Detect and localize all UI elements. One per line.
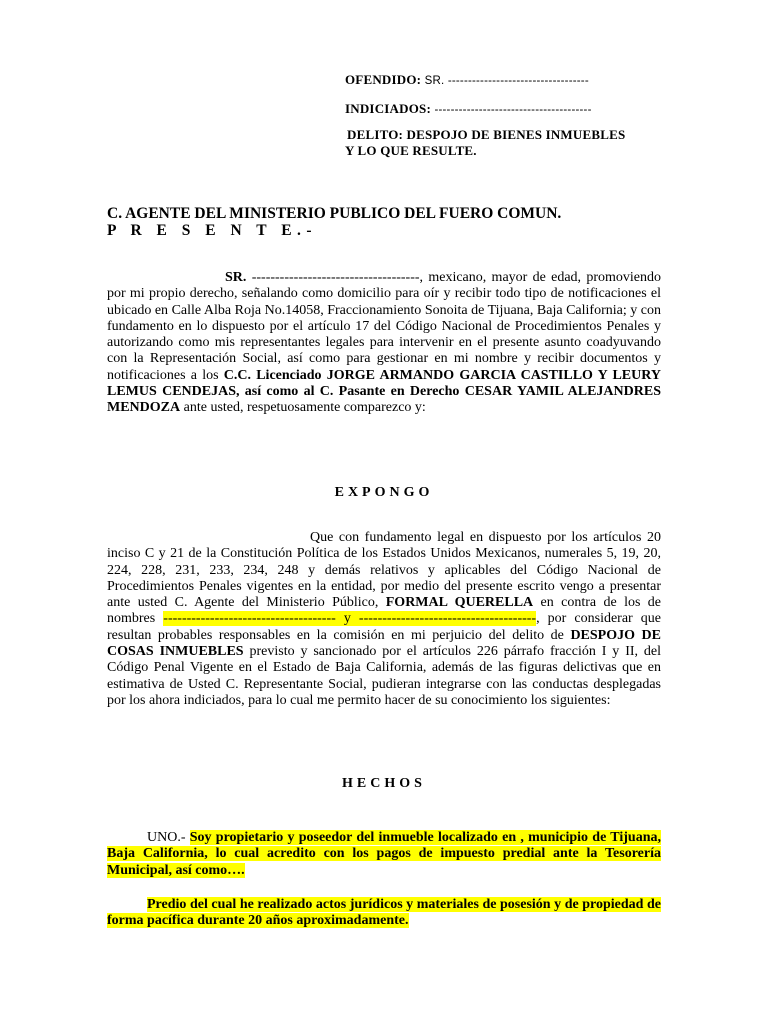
intro-text-1: , mexicano, mayor de edad, promoviendo por mi propio derecho, señalando como domicilio para oír y recibir todo tipo de notificaciones el ubicado en Calle Alba Roja No.14058, Fraccionamiento Sonoita de Tijuana, Baja California; y con fundamento en lo dispuesto por el artículo 17 del Código Nacional de Procedimientos Penales y autorizando como mis representantes legales para intervenir en el presente asunto coadyuvando con la Representación Social, así como para gestionar en mi nombre y recibir documentos y notificaciones a los bbox=[107, 270, 662, 383]
indiciados-label: INDICIADOS: bbox=[345, 101, 431, 116]
expongo-heading: EXPONGO bbox=[334, 485, 434, 500]
indiciados-value: --------------------------------------- bbox=[434, 104, 592, 116]
intro-paragraph bbox=[107, 270, 661, 417]
hecho-uno-text: Soy propietario y poseedor del inmueble localizado en , municipio de Tijuana, Baja California, lo cual acredito con los pagos de impuesto predial ante la Tesorería Municipal, así como…. bbox=[107, 830, 662, 878]
intro-text-2: ante usted, respetuosamente comparezco y: bbox=[180, 400, 426, 416]
hecho-uno-label: UNO.- bbox=[147, 830, 186, 845]
hechos-heading: HECHOS bbox=[342, 776, 426, 791]
expongo-paragraph bbox=[107, 530, 661, 709]
intro-sr: SR. bbox=[225, 270, 247, 285]
addressee-line-1: C. AGENTE DEL MINISTERIO PUBLICO DEL FUERO COMUN. bbox=[107, 205, 562, 222]
intro-dashes: ------------------------------------ bbox=[251, 270, 420, 285]
delito-line-2: Y LO QUE RESULTE. bbox=[345, 143, 477, 158]
predio-paragraph bbox=[107, 897, 661, 930]
addressee-line-2: P R E S E N T E.- bbox=[107, 222, 318, 239]
indiciados-names-highlight: ------------------------------------- y -------------------------------------- bbox=[163, 611, 537, 627]
ofendido-value: SR. ----------------------------------- bbox=[424, 75, 589, 87]
hecho-uno-paragraph bbox=[107, 830, 661, 879]
indiciados-line bbox=[345, 101, 592, 117]
expongo-text-2: en contra de los de nombres bbox=[107, 595, 662, 627]
delito-despojo: DESPOJO DE COSAS INMUEBLES bbox=[107, 627, 661, 660]
expongo-text-4: previsto y sancionado por el artículos 226 párrafo fracción I y II, del Código Penal Vigente en el Estado de Baja California, además de las figuras delictivas que en estimativa de Usted C. Representante Social, pudieran integrarse con las conductas desplegadas por los ahora indiciados, para lo cual me permito hacer de su conocimiento los siguientes: bbox=[107, 644, 661, 708]
ofendido-label: OFENDIDO: bbox=[345, 72, 422, 87]
formal-querella: FORMAL QUERELLA bbox=[385, 595, 534, 611]
intro-authorized-names: C.C. Licenciado JORGE ARMANDO GARCIA CASTILLO Y LEURY LEMUS CENDEJAS, así como al C. Pasante en Derecho CESAR YAMIL ALEJANDRES MENDOZA bbox=[107, 367, 661, 416]
delito-line-1: DELITO: DESPOJO DE BIENES INMUEBLES bbox=[347, 127, 626, 142]
expongo-text-3: , por considerar que resultan probables responsables en la comisión en mi perjuicio del delito de bbox=[107, 611, 661, 643]
predio-text: Predio del cual he realizado actos jurídicos y materiales de posesión y de propiedad de forma pacífica durante 20 años aproximadamente. bbox=[107, 897, 661, 929]
expongo-text-1: Que con fundamento legal en dispuesto por los artículos 20 inciso C y 21 de la Constitución Política de los Estados Unidos Mexicanos, numerales 5, 19, 20, 224, 228, 231, 233, 234, 248 y demás relativos y aplicables del Código Nacional de Procedimientos Penales vigentes en la entidad, por medio del presente escrito vengo a presentar ante usted C. Agente del Ministerio Público, bbox=[107, 530, 661, 611]
ofendido-line bbox=[345, 72, 589, 88]
